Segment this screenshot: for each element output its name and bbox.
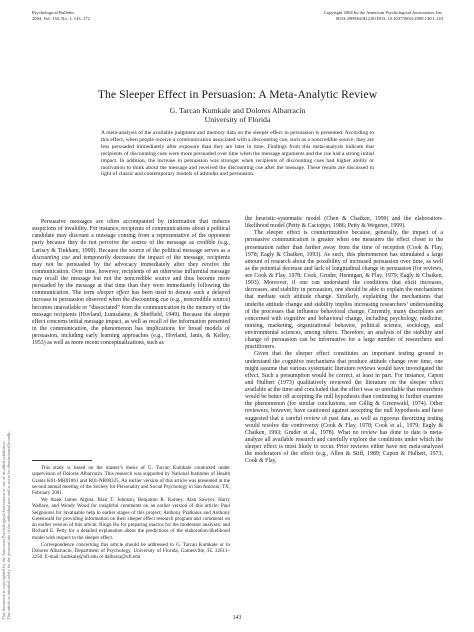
term-discounting-cue: discounting cue: [32, 254, 70, 261]
author-affiliation: University of Florida: [204, 115, 271, 124]
author-names: G. Tarcan Kumkale and Dolores Albarracín: [169, 106, 306, 115]
left-column: [32, 219, 230, 347]
journal-name: Psychological Bulletin: [32, 10, 74, 15]
right-paragraph-3: Given that the sleeper effect constitutes an important testing ground to understand the cognitive mechanisms that produce attitude change over time, one might assume that various systematic literature reviews would have investigated the effect. Such a presumption would be correct, at least in part. For instance, Capon and Hulbert (1973) qualitatively reviewed the literature on the sleeper effect available at the time and concluded that the effect was so unreliable that researchers would be better off accepting the null hypothesis than continuing to further examine the phenomenon (for similar conclusions, see Gillig & Greenwald, 1974). Other reviewers, however, have cautioned against accepting the null hypothesis and have suggested that a careful review of past data, as well as rigorous theorizing testing would resolve the controversy (Cook & Flay, 1978; Cook et al., 1979; Eagly & Chaiken, 1993; Gruder et al., 1978). What no review has done to date is meta-analyze all available research and carefully explore the conditions under which the sleeper effect is most likely to occur. Prior reviews either have not meta-analyzed the moderators of the effect (e.g., Allen & Stiff, 1989; Capon & Hulbert, 1973; Cook & Flay,: [245, 351, 443, 465]
journal-volume: 2004, Vol. 130, No. 1, 143–172: [32, 15, 90, 21]
side-notice-line-1: This document is copyrighted by the American Psychological Association or one of its allied publishers.: [1, 440, 6, 620]
author-note-thesis: This study is based on the master’s thesis of G. Tarcan Kumkale conducted under supervision of Dolores Albarracín. This research was supported by National Institutes of Health Grants K01-MH01861 and R01-NR08325. An earlier version of this article was presented at the second annual meeting of the Society for Personality and Social Psychology in San Antonio, TX, February 2001.: [32, 465, 230, 497]
copyright-header: [324, 10, 443, 21]
doi-line: 0033-2909/04/$12.00 DOI: 10.1037/0033-2909.130.1.143: [335, 15, 443, 21]
copyright-side-notice: [1, 180, 13, 620]
right-paragraph-1: the heuristic-systematic model (Chen & Chaiken, 1999) and the elaboration-likelihood model (Petty & Cacioppo, 1986; Petty & Wegener, 1999).: [245, 216, 443, 230]
side-notice-line-2: This article is intended solely for the personal use of the individual user and is not to be disseminated broadly.: [6, 431, 12, 620]
author-notes: [32, 465, 230, 561]
footnote-rule: [32, 460, 92, 461]
right-paragraph-2: The sleeper effect is counterintuitive because, generally, the impact of a persuasive communication is greater when one measures the effect closer to the presentation rather than farther away from the time of reception (Cook & Flay, 1978; Eagly & Chaiken, 1993). As such, this phenomenon has stimulated a large amount of research about the possibility of increased persuasion over time, as well as the potential decrease and lack of longitudinal change in persuasion (for reviews, see Cook & Flay, 1978; Cook, Gruder, Hennigan, & Flay, 1979; Eagly & Chaiken, 1993). Moreover, if one can understand the conditions that elicit increases, decreases, and stability in persuasion, one should be able to explain the mechanisms that mediate such attitude change. Similarly, explaining the mechanisms that underlie attitude change and stability implies increasing researchers’ understanding of the processes that influence behavioral change. Currently, many disciplines are concerned with cognitive and behavioral change, including psychology, medicine, nursing, marketing, organizational behavior, political science, sociology, and environmental sciences, among others. Therefore, an analysis of the stability and change of persuasion can be informative for a large number of researchers and practitioners.: [245, 230, 443, 351]
right-column: [245, 216, 443, 465]
intro-paragraph: Persuasive messages are often accompanied by information that induces suspicions of invalidity. For instance, recipients of communications about a political candidate may discount a message coming from a representative of the opponent party because they do not perceive the source of the message as credible (e.g., Lariscy & Tinkham, 1999). Because the source of the political message serves as a discounting cue and temporarily decreases the impact of the message, recipients may not be persuaded by the advocacy immediately after they receive the communication. Over time, however, recipients of an otherwise influential message may recall the message but not the noncredible source and thus become more persuaded by the message at that time than they were immediately following the communication. The term sleeper effect has been used to denote such a delayed increase in persuasion observed when the discounting cue (e.g., noncredible source) becomes unavailable or “dissociated” from the communication in the memory of the message recipients (Hovland, Lumsdaine, & Sheffield, 1949). Because the sleeper effect concerns initial message impact, as well as recall of the information presented in the communication, the phenomenon has implications for broad models of persuasion, including early learning approaches (e.g., Hovland, Janis, & Kelley, 1953) as well as more recent conceptualizations, such as: [32, 219, 230, 347]
page-number: 143: [232, 615, 242, 621]
article-title: The Sleeper Effect in Persuasion: A Meta-Analytic Review: [97, 88, 378, 101]
copyright-line: Copyright 2004 by the American Psychological Association, Inc.: [323, 10, 443, 15]
journal-header: [32, 10, 90, 21]
author-note-thanks: We thank James Algina, Blair T. Johnson, Benjamin R. Karney, Alan Sawyer, Harry Wallace, and Wendy Wood for insightful comments on an earlier version of this article; Paul Seignourel for invaluable help in earlier stages of this project; Anthony Pratkanis and Anthony Greenwald for providing information on their sleeper effect research program and comments on an earlier version of this article; Ringo Ho for preparing macros for the moderator analyses; and Richard E. Petty for a detailed explanation about the predictions of the elaboration-likelihood model with respect to the sleeper effect.: [32, 496, 230, 541]
term-sleeper-effect: sleeper effect: [96, 290, 129, 297]
author-note-correspondence: Correspondence concerning this article should be addressed to G. Tarcan Kumkale or to Dolores Albarracín, Department of Psychology, University of Florida, Gainesville, FL 32611–2250. E-mail: kumkale@ufl.edu or dalbarra@ufl.edu: [32, 541, 230, 561]
author-block: [32, 106, 443, 124]
abstract: A meta-analysis of the available judgment and memory data on the sleeper effect in persuasion is presented. According to this effect, when people receive a communication associated with a discounting cue, such as a noncredible source, they are less persuaded immediately after exposure than they are later in time. Findings from this meta-analysis indicate that recipients of discounting cues were more persuaded over time when the message arguments and the cue had a strong initial impact. In addition, the increase in persuasion was stronger when recipients of discounting cues had higher ability or motivation to think about the message and received the discounting cue after the message. These results are discussed in light of classic and contemporary models of attitudes and persuasion.: [101, 130, 374, 178]
